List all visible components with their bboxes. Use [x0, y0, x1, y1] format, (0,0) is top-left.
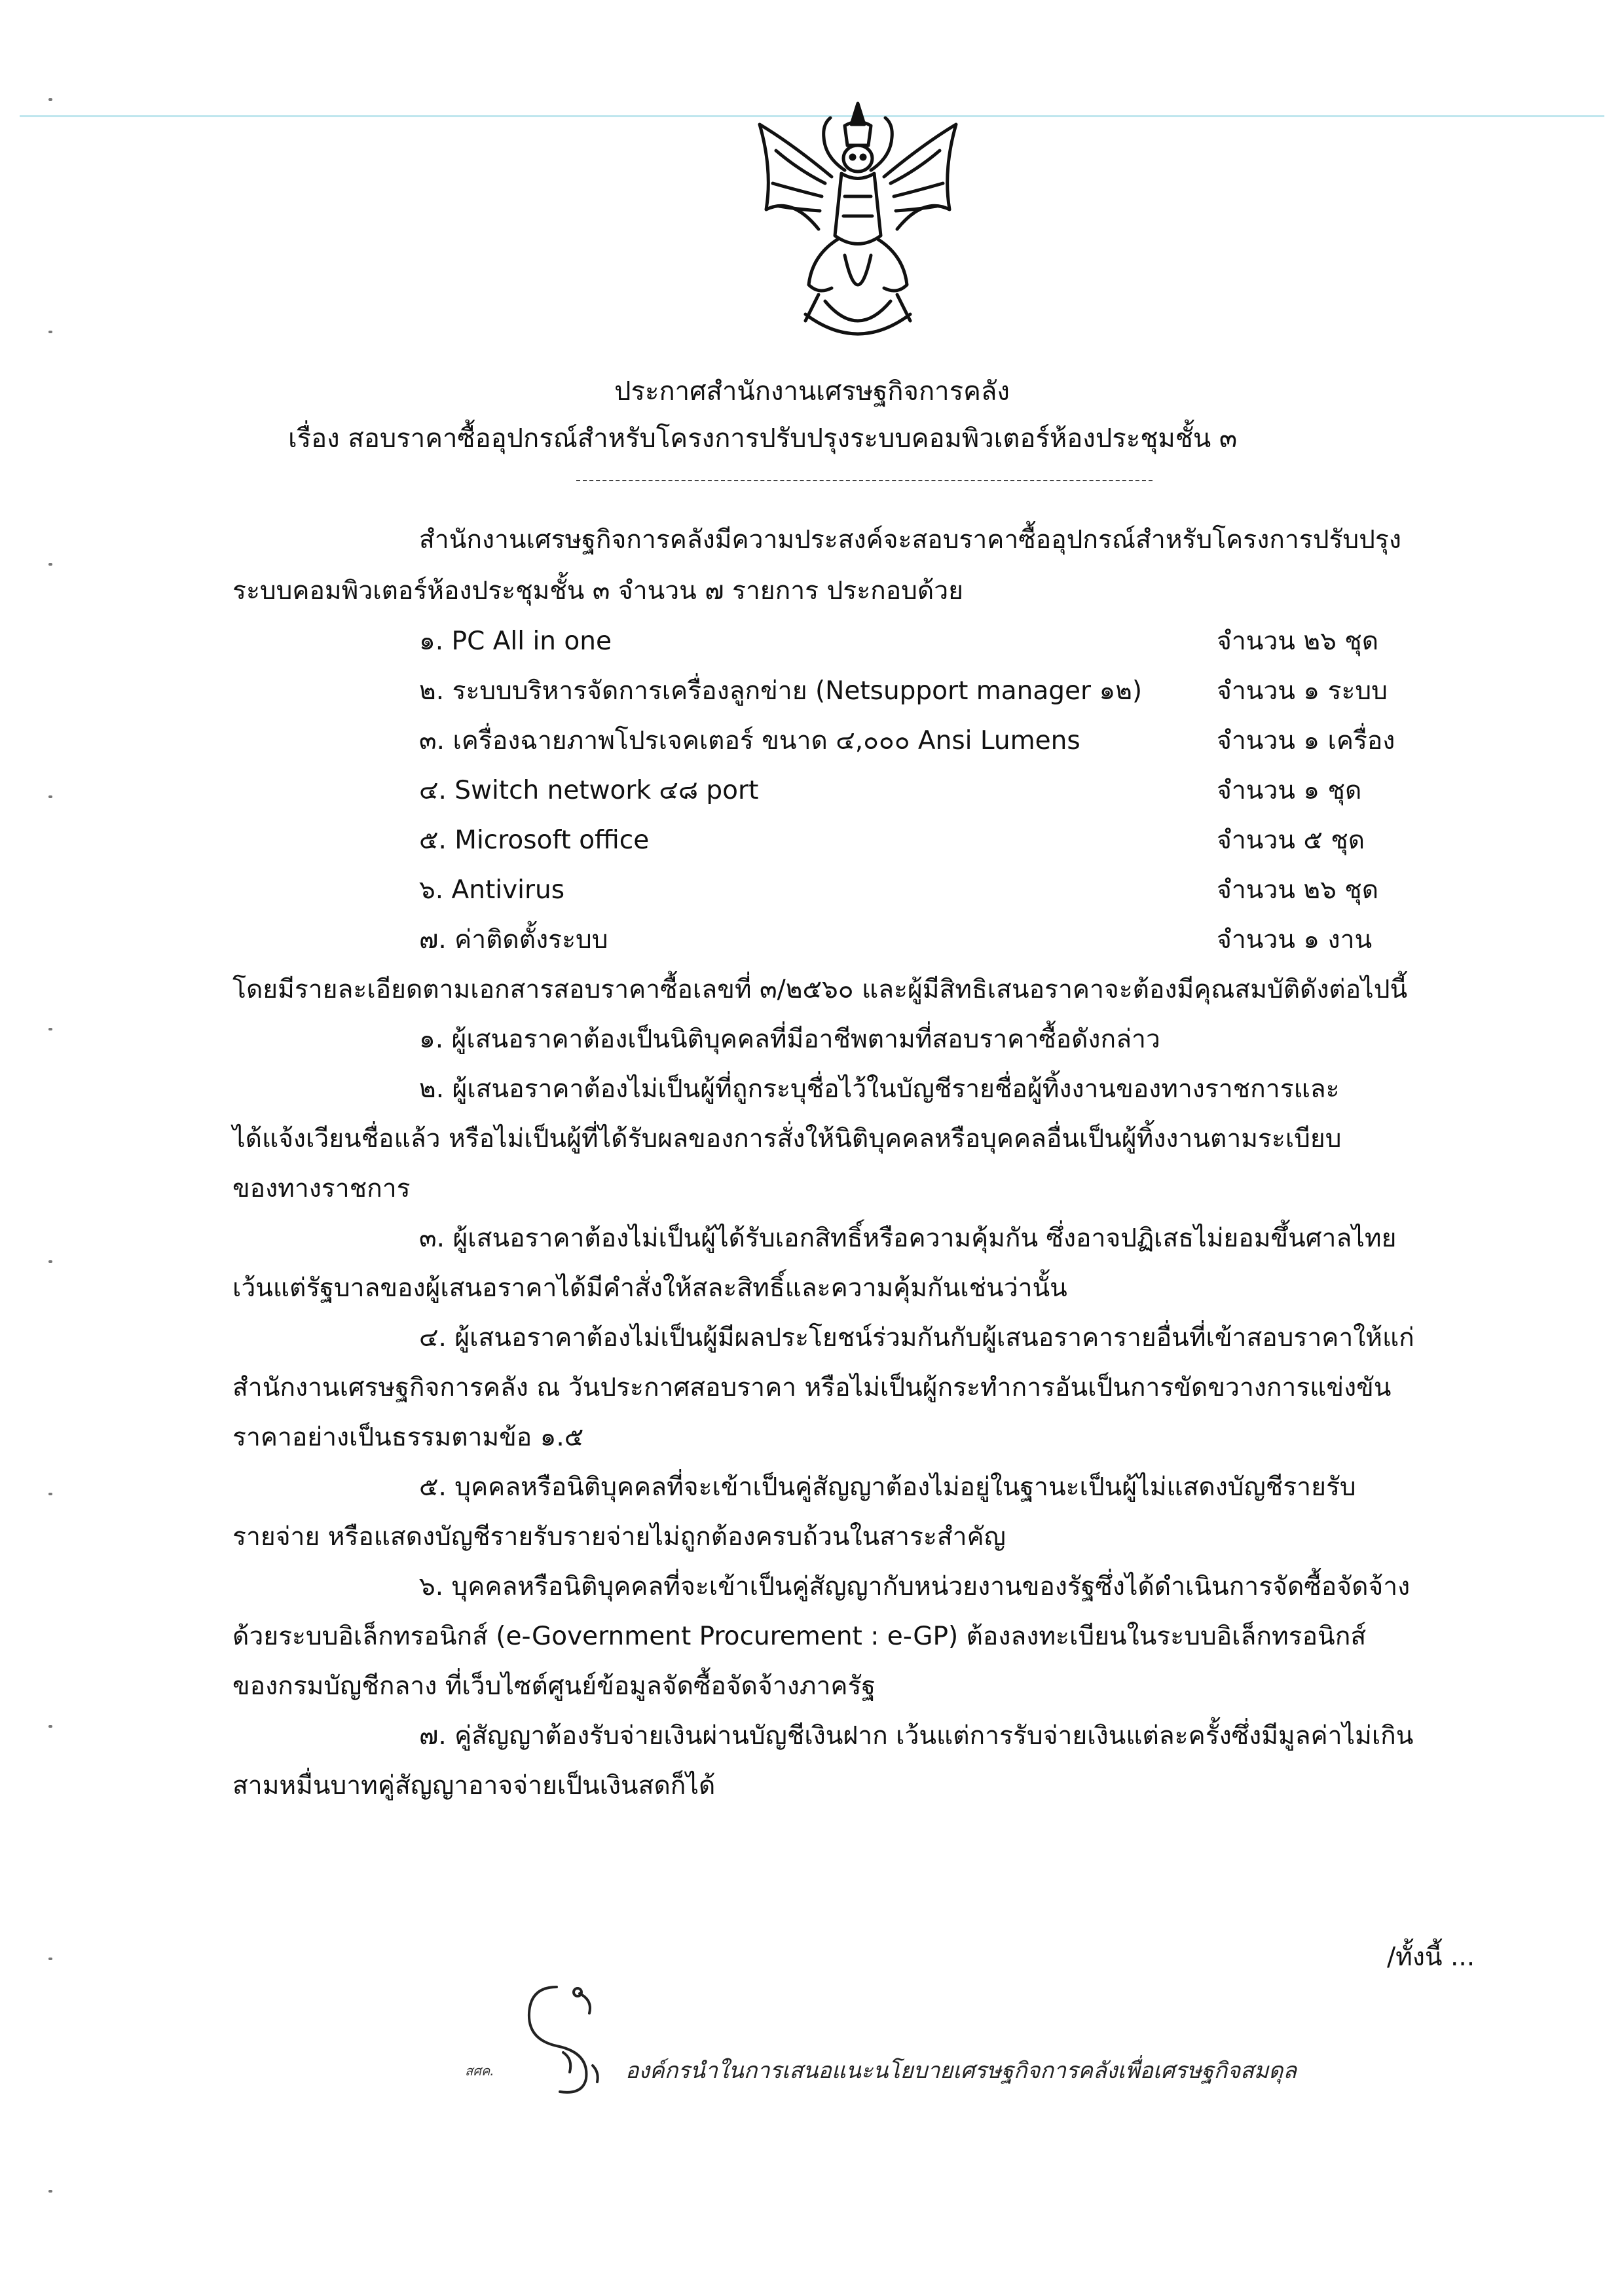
list-item-qty: จำนวน ๕ ชุด: [1217, 826, 1365, 855]
list-item-qty: จำนวน ๒๖ ชุด: [1217, 875, 1379, 905]
list-item-label: ๓. เครื่องฉายภาพโปรเจคเตอร์ ขนาด ๔,๐๐๐ Ansi Lumens: [419, 726, 1080, 756]
divider: [576, 480, 1153, 481]
condition-line: ๗. คู่สัญญาต้องรับจ่ายเงินผ่านบัญชีเงินฝาก เว้นแต่การรับจ่ายเงินแต่ละครั้งซึ่งมีมูลค่าไม่เกิน: [419, 1721, 1414, 1751]
footer-slogan: องค์กรนำในการเสนอแนะนโยบายเศรษฐกิจการคลังเพื่อเศรษฐกิจสมดุล: [625, 2058, 1297, 2084]
list-item-label: ๑. PC All in one: [419, 627, 612, 656]
scan-dot: [48, 1260, 52, 1263]
scan-dot: [48, 1725, 52, 1728]
scan-dot: [48, 1958, 52, 1960]
condition-line: รายจ่าย หรือแสดงบัญชีรายรับรายจ่ายไม่ถูกต้องครบถ้วนในสาระสำคัญ: [232, 1522, 1006, 1552]
condition-line: สำนักงานเศรษฐกิจการคลัง ณ วันประกาศสอบราคา หรือไม่เป็นผู้กระทำการอันเป็นการขัดขวางการแข่งขัน: [232, 1373, 1392, 1402]
condition-line: ๒. ผู้เสนอราคาต้องไม่เป็นผู้ที่ถูกระบุชื่อไว้ในบัญชีรายชื่อผู้ทิ้งงานของทางราชการและ: [419, 1074, 1340, 1104]
condition-line: ราคาอย่างเป็นธรรมตามข้อ ๑.๕: [232, 1423, 584, 1452]
condition-line: ของทางราชการ: [232, 1174, 411, 1203]
list-item-qty: จำนวน ๑ ระบบ: [1217, 676, 1388, 706]
condition-line: ของกรมบัญชีกลาง ที่เว็บไซต์ศูนย์ข้อมูลจัดซื้อจัดจ้างภาครัฐ: [232, 1671, 876, 1701]
list-item-qty: จำนวน ๑ ชุด: [1217, 776, 1362, 805]
condition-line: ด้วยระบบอิเล็กทรอนิกส์ (e-Government Procurement : e-GP) ต้องลงทะเบียนในระบบอิเล็กทรอนิกส์: [232, 1622, 1367, 1651]
condition-line: เว้นแต่รัฐบาลของผู้เสนอราคาได้มีคำสั่งให้สละสิทธิ์และความคุ้มกันเช่นว่านั้น: [232, 1273, 1067, 1303]
continued-mark: /ทั้งนี้ ...: [1387, 1942, 1475, 1972]
list-item-label: ๒. ระบบบริหารจัดการเครื่องลูกข่าย (Netsupport manager ๑๒): [419, 676, 1143, 706]
scan-dot: [48, 98, 52, 101]
page-title: ประกาศสำนักงานเศรษฐกิจการคลัง: [614, 376, 1010, 407]
list-item-qty: จำนวน ๒๖ ชุด: [1217, 627, 1379, 656]
garuda-emblem-icon: [747, 98, 969, 354]
list-item-qty: จำนวน ๑ เครื่อง: [1217, 726, 1395, 756]
list-item-qty: จำนวน ๑ งาน: [1217, 925, 1373, 955]
details-line: โดยมีรายละเอียดตามเอกสารสอบราคาซื้อเลขที่ ๓/๒๕๖๐ และผู้มีสิทธิเสนอราคาจะต้องมีคุณสมบัติดังต่อไปนี้: [232, 975, 1408, 1004]
condition-line: ๖. บุคคลหรือนิติบุคคลที่จะเข้าเป็นคู่สัญญากับหน่วยงานของรัฐซึ่งได้ดำเนินการจัดซื้อจัดจ้าง: [419, 1572, 1411, 1601]
condition-line: สามหมื่นบาทคู่สัญญาอาจจ่ายเป็นเงินสดก็ได้: [232, 1771, 716, 1800]
intro-line: สำนักงานเศรษฐกิจการคลังมีความประสงค์จะสอบราคาซื้ออุปกรณ์สำหรับโครงการปรับปรุง: [419, 525, 1401, 555]
list-item-label: ๗. ค่าติดตั้งระบบ: [419, 925, 608, 955]
condition-line: ๓. ผู้เสนอราคาต้องไม่เป็นผู้ได้รับเอกสิทธิ์หรือความคุ้มกัน ซึ่งอาจปฏิเสธไม่ยอมขึ้นศาลไทย: [419, 1224, 1397, 1253]
condition-line: ๔. ผู้เสนอราคาต้องไม่เป็นผู้มีผลประโยชน์ร่วมกันกับผู้เสนอราคารายอื่นที่เข้าสอบราคาให้แก่: [419, 1323, 1414, 1353]
scan-dot: [48, 2190, 52, 2193]
condition-line: ๕. บุคคลหรือนิติบุคคลที่จะเข้าเป็นคู่สัญญาต้องไม่อยู่ในฐานะเป็นผู้ไม่แสดงบัญชีรายรับ: [419, 1472, 1356, 1502]
scan-dot: [48, 795, 52, 798]
condition-line: ๑. ผู้เสนอราคาต้องเป็นนิติบุคคลที่มีอาชีพตามที่สอบราคาซื้อดังกล่าว: [419, 1025, 1160, 1054]
scan-dot: [48, 1028, 52, 1030]
list-item-label: ๕. Microsoft office: [419, 826, 650, 855]
scan-dot: [48, 563, 52, 566]
condition-line: ได้แจ้งเวียนชื่อแล้ว หรือไม่เป็นผู้ที่ได้รับผลของการสั่งให้นิติบุคคลหรือบุคคลอื่นเป็นผู้ทิ้งงานตามระเบียบ: [232, 1124, 1342, 1154]
subject-line: เรื่อง สอบราคาซื้ออุปกรณ์สำหรับโครงการปรับปรุงระบบคอมพิวเตอร์ห้องประชุมชั้น ๓: [288, 424, 1238, 454]
footer-logo-text: สศค.: [465, 2063, 494, 2079]
scan-dot: [48, 331, 52, 333]
list-item-label: ๔. Switch network ๔๘ port: [419, 776, 759, 805]
intro-line: ระบบคอมพิวเตอร์ห้องประชุมชั้น ๓ จำนวน ๗ รายการ ประกอบด้วย: [232, 576, 964, 606]
list-item-label: ๖. Antivirus: [419, 875, 565, 905]
scan-dot: [48, 1493, 52, 1495]
